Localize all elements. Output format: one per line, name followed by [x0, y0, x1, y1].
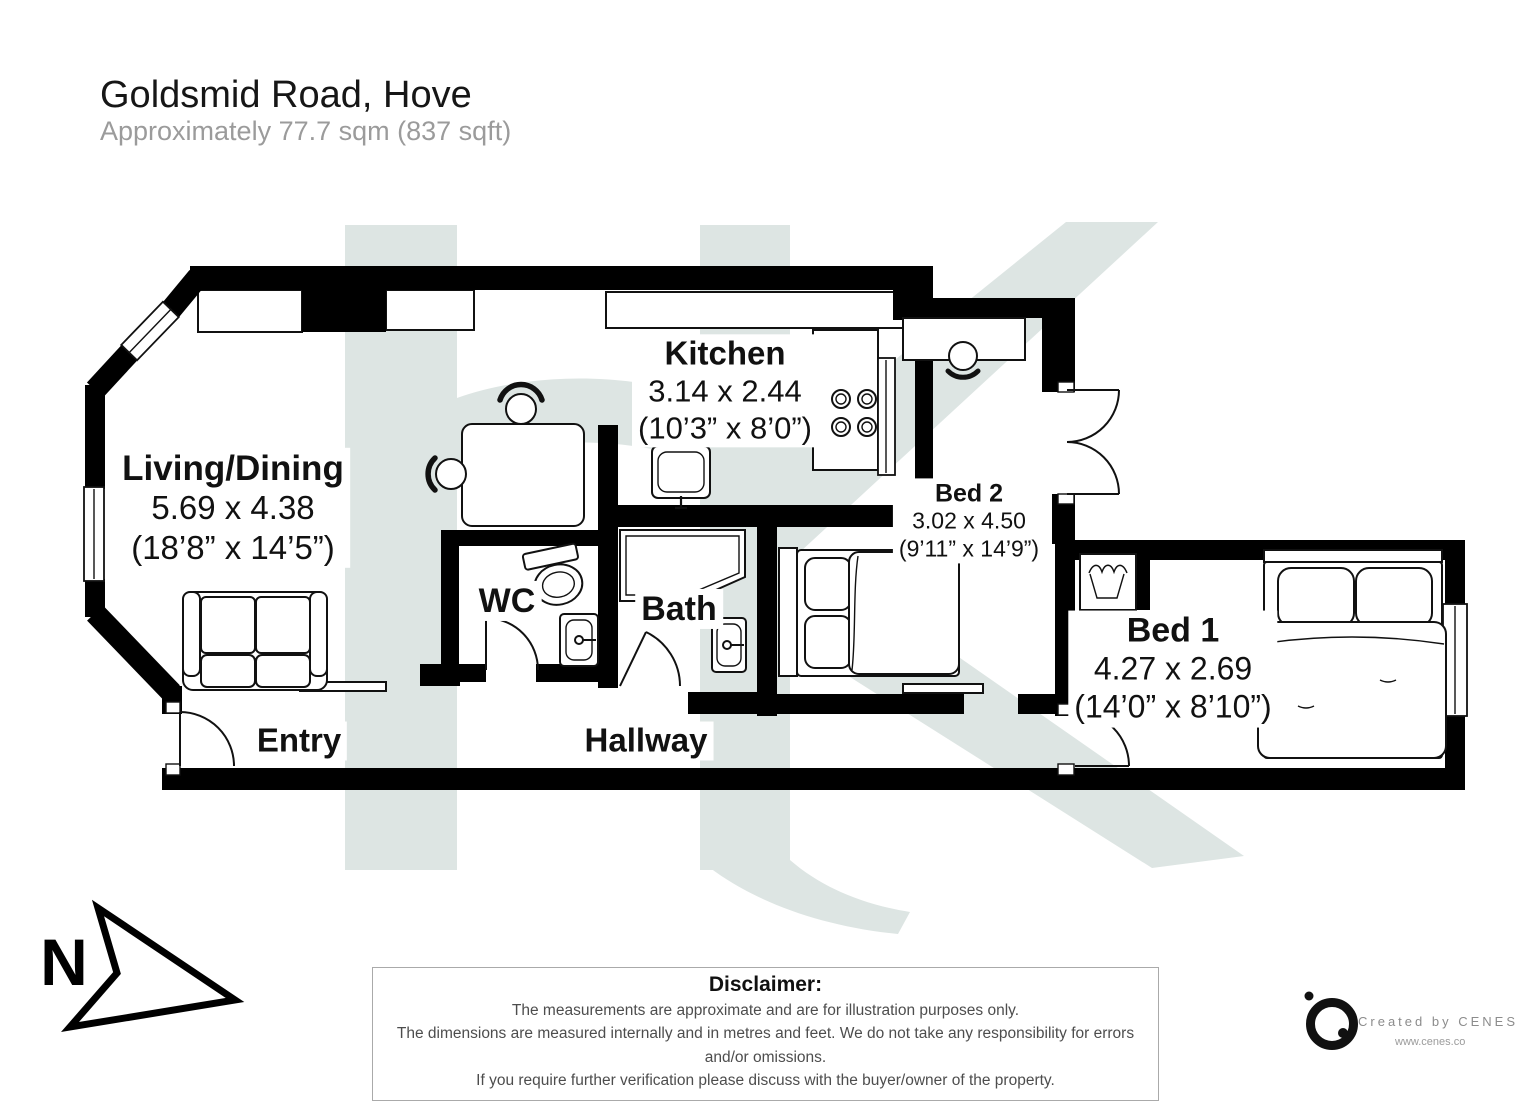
room-label-bed1: Bed 1 4.27 x 2.69 (14’0” x 8’10”): [1068, 611, 1277, 728]
disclaimer-line-2: The dimensions are measured internally and in metres and feet. We do not take any responsibility for errors and/or omissions.: [396, 1025, 1135, 1066]
laundry-basket: [1080, 554, 1136, 610]
bath-door: [620, 632, 680, 686]
bay-window: [121, 302, 179, 360]
bed1-bed: [1258, 550, 1446, 758]
room-label-wc: WC: [473, 581, 542, 621]
french-doors: [1067, 390, 1119, 494]
disclaimer-box: [372, 967, 1159, 1101]
left-window: [84, 487, 104, 581]
brand-website: www.cenes.co: [1395, 1036, 1466, 1048]
disclaimer-heading: Disclaimer:: [708, 973, 823, 996]
entry-door: [180, 712, 234, 766]
cenes-logo-icon: [1305, 992, 1354, 1046]
sofa: [183, 592, 327, 690]
room-label-bed2: Bed 2 3.02 x 4.50 (9’11” x 14’9”): [893, 478, 1045, 563]
room-label-entry: Entry: [251, 722, 347, 761]
room-label-bath: Bath: [635, 589, 723, 629]
page-subtitle: Approximately 77.7 sqm (837 sqft): [100, 116, 512, 146]
room-label-living: Living/Dining 5.69 x 4.38 (18’8” x 14’5”): [116, 448, 350, 568]
wc-basin: [560, 614, 598, 666]
room-label-kitchen: Kitchen 3.14 x 2.44 (10’3” x 8’0”): [632, 334, 818, 447]
page-title: Goldsmid Road, Hove: [100, 74, 472, 116]
wc-door: [486, 618, 538, 670]
room-label-hallway: Hallway: [579, 722, 714, 761]
kitchen-sink: [652, 446, 710, 508]
north-label: N: [40, 925, 88, 999]
brand-credit: Created by CENES: [1358, 1014, 1518, 1029]
bed2-bed: [779, 548, 959, 676]
north-arrow-icon: [70, 908, 235, 1027]
disclaimer-line-3: If you require further verification please discuss with the buyer/owner of the property.: [476, 1071, 1055, 1089]
kitchen-window: [878, 358, 895, 475]
disclaimer-line-1: The measurements are approximate and are for illustration purposes only.: [511, 1002, 1020, 1019]
